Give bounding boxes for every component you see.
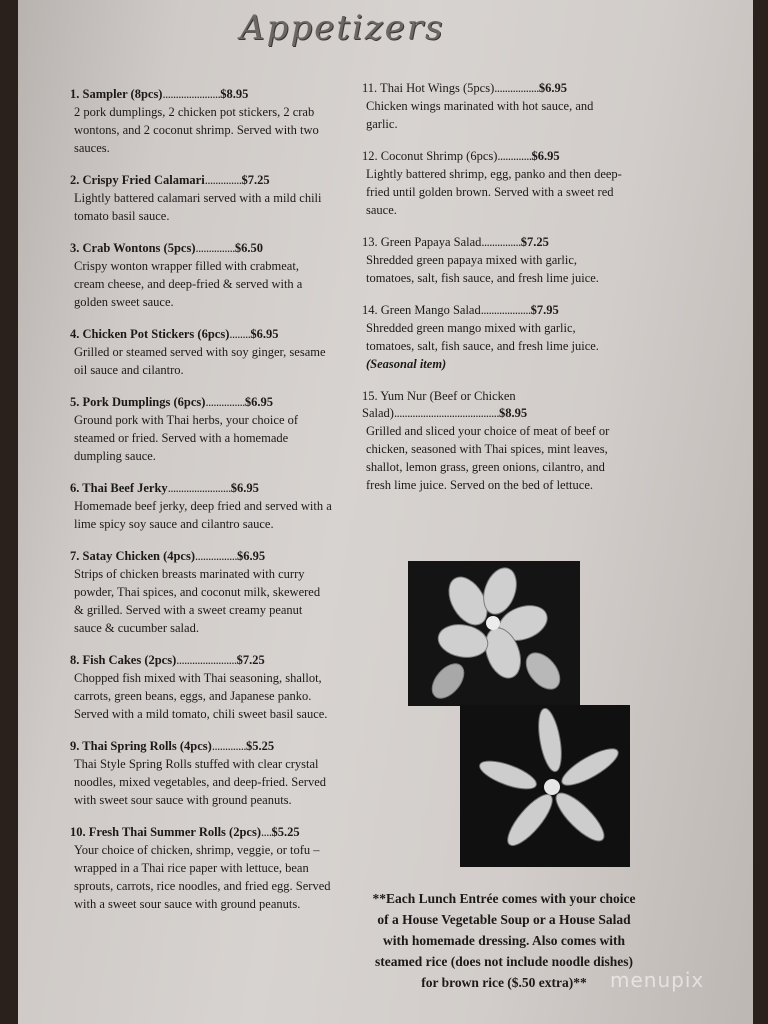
item-description: Shredded green mango mixed with garlic, tomatoes, salt, fish sauce, and fresh lime juice. [366,321,599,353]
menu-item: 1. Sampler (8pcs)......................$8.95 2 pork dumplings, 2 chicken pot stickers, 2 crab wontons, and 2 coconut shrimp. Served with two sauces. [70,86,332,157]
item-description: Thai Style Spring Rolls stuffed with clear crystal noodles, mixed vegetables, and deep-fried. Served with sweet sour sauce with ground peanuts. [74,757,326,807]
item-name: 6. Thai Beef Jerky [70,481,168,495]
item-name: 11. Thai Hot Wings (5pcs) [362,81,495,95]
menu-item: 10. Fresh Thai Summer Rolls (2pcs)....$5.25 Your choice of chicken, shrimp, veggie, or tofu – wrapped in a Thai rice paper with lettuce, bean sprouts, carrots, rice noodles, and fried egg. Served with a sweet sour sauce with ground peanuts. [70,825,331,911]
menu-item: 6. Thai Beef Jerky........................$6.95 Homemade beef jerky, deep fried and served with a lime spicy soy sauce and cilantro sauce. [70,481,332,531]
item-description: Shredded green papaya mixed with garlic, tomatoes, salt, fish sauce, and fresh lime juice. [366,253,599,285]
item-description: 2 pork dumplings, 2 chicken pot stickers, 2 crab wontons, and 2 coconut shrimp. Served with two sauces. [74,105,319,155]
flower-icon [460,705,630,867]
item-price: $7.25 [236,653,265,667]
item-description: Strips of chicken breasts marinated with curry powder, Thai spices, and coconut milk, skewered & grilled. Served with a sweet creamy peanut sauce & cucumber salad. [74,567,321,635]
menu-item: 15. Yum Nur (Beef or Chicken Salad)........................................$8.95 Grilled and sliced your choice of meat of beef or chicken, seasoned with Thai spices, mint leaves, shallot, lemon grass, green onions, cilantro, and fresh lime juice. Served on the bed of lettuce. [362,388,624,494]
flower-icon [408,561,580,706]
plumeria-photo-bottom [460,705,630,867]
menu-item: 2. Crispy Fried Calamari..............$7.25 Lightly battered calamari served with a mild chili tomato basil sauce. [70,172,332,225]
item-price: $6.95 [230,481,259,495]
item-name: 5. Pork Dumplings (6pcs) [70,395,206,409]
item-price: $6.50 [234,241,263,255]
menu-item: 3. Crab Wontons (5pcs)...............$6.50 Crispy wonton wrapper filled with crabmeat, cream cheese, and deep-fried & served with a golden sweet sauce. [70,240,332,311]
item-price: $7.25 [241,173,270,187]
item-price: $5.25 [245,739,275,753]
item-description: Your choice of chicken, shrimp, veggie, or tofu – wrapped in a Thai rice paper with lettuce, bean sprouts, carrots, rice noodles, and fried egg. Served with a sweet sour sauce with ground peanuts. [74,843,331,911]
menu-item: 4. Chicken Pot Stickers (6pcs)........$6.95 Grilled or steamed served with soy ginger, sesame oil sauce and cilantro. [70,326,332,379]
item-price: $8.95 [220,87,249,101]
item-price: $6.95 [250,327,279,341]
item-name: 4. Chicken Pot Stickers (6pcs) [70,327,230,341]
item-description: Lightly battered shrimp, egg, panko and then deep-fried until golden brown. Served with a sweet red sauce. [366,167,622,217]
item-name: 3. Crab Wontons (5pcs) [70,241,196,255]
item-name: 10. Fresh Thai Summer Rolls (2pcs) [70,825,261,839]
menu-item: 7. Satay Chicken (4pcs)................$6.95 Strips of chicken breasts marinated with curry powder, Thai spices, and coconut milk, skewered & grilled. Served with a sweet creamy peanut sauce & cucumber salad. [70,548,332,637]
item-name: 12. Coconut Shrimp (6pcs) [362,149,498,163]
item-name: 8. Fish Cakes (2pcs) [70,653,177,667]
item-description: Chicken wings marinated with hot sauce, and garlic. [366,99,594,131]
item-description: Chopped fish mixed with Thai seasoning, shallot, carrots, green beans, eggs, and Japanese panko. Served with a mild tomato, chili sweet basil sauce. [74,671,328,721]
item-name: 1. Sampler (8pcs) [70,87,163,101]
menu-item: 5. Pork Dumplings (6pcs)...............$6.95 Ground pork with Thai herbs, your choice of steamed or fried. Served with a homemade dumpling sauce. [70,394,332,465]
item-price: $5.25 [271,825,300,839]
item-price: $6.95 [237,549,266,563]
item-name: 7. Satay Chicken (4pcs) [70,549,196,563]
seasonal-note: (Seasonal item) [366,357,447,371]
item-name: 13. Green Papaya Salad [362,235,482,249]
page-title: Appetizers [240,8,445,48]
menu-item: 9. Thai Spring Rolls (4pcs).............$5.25 Thai Style Spring Rolls stuffed with clear crystal noodles, mixed vegetables, and deep-fried. Served with sweet sour sauce with ground peanuts. [70,738,332,809]
lunch-entree-note: **Each Lunch Entrée comes with your choice of a House Vegetable Soup or a House Salad with homemade dressing. Also comes with steamed rice (does not include noodle dishes) for brown rice ($.50 extra)** [372,891,636,990]
watermark: menupix [610,968,705,992]
item-description: Grilled or steamed served with soy ginger, sesame oil sauce and cilantro. [74,345,326,377]
item-name: 9. Thai Spring Rolls (4pcs) [70,739,212,753]
item-description: Crispy wonton wrapper filled with crabmeat, cream cheese, and deep-fried & served with a golden sweet sauce. [74,259,303,309]
menu-item: 13. Green Papaya Salad...............$7.25 Shredded green papaya mixed with garlic, tomatoes, salt, fish sauce, and fresh lime juice. [362,234,624,287]
item-description: Lightly battered calamari served with a mild chili tomato basil sauce. [74,191,322,223]
item-price: $6.95 [531,149,560,163]
item-price: $8.95 [498,406,528,420]
item-description: Grilled and sliced your choice of meat of beef or chicken, seasoned with Thai spices, mint leaves, shallot, lemon grass, green onions, cilantro, and fresh lime juice. Served on the bed of lettuce. [366,424,610,492]
item-price: $7.25 [520,235,549,249]
item-name: 2. Crispy Fried Calamari [70,173,205,187]
item-description: Ground pork with Thai herbs, your choice of steamed or fried. Served with a homemade dumpling sauce. [74,413,299,463]
item-name: 14. Green Mango Salad [362,303,481,317]
menu-page [18,0,753,1024]
item-name: 15. Yum Nur (Beef or Chicken [362,389,516,403]
menu-item: 8. Fish Cakes (2pcs).......................$7.25 Chopped fish mixed with Thai seasoning, shallot, carrots, green beans, eggs, and Japanese panko. Served with a mild tomato, chili sweet basil sauce. [70,652,332,723]
plumeria-photo-top [408,561,580,706]
menu-item: 14. Green Mango Salad...................$7.95 Shredded green mango mixed with garlic, tomatoes, salt, fish sauce, and fresh lime juice. (Seasonal item) [362,302,624,373]
item-price: $6.95 [538,81,567,95]
menu-item: 11. Thai Hot Wings (5pcs).................$6.95 Chicken wings marinated with hot sauce, and garlic. [362,80,624,133]
item-name-continued: Salad) [362,406,394,420]
item-price: $7.95 [530,303,559,317]
menu-item: 12. Coconut Shrimp (6pcs).............$6.95 Lightly battered shrimp, egg, panko and then deep-fried until golden brown. Served with a sweet red sauce. [362,148,624,219]
item-description: Homemade beef jerky, deep fried and served with a lime spicy soy sauce and cilantro sauce. [74,499,332,531]
item-price: $6.95 [244,395,273,409]
left-column [70,86,332,928]
right-column [362,80,624,509]
